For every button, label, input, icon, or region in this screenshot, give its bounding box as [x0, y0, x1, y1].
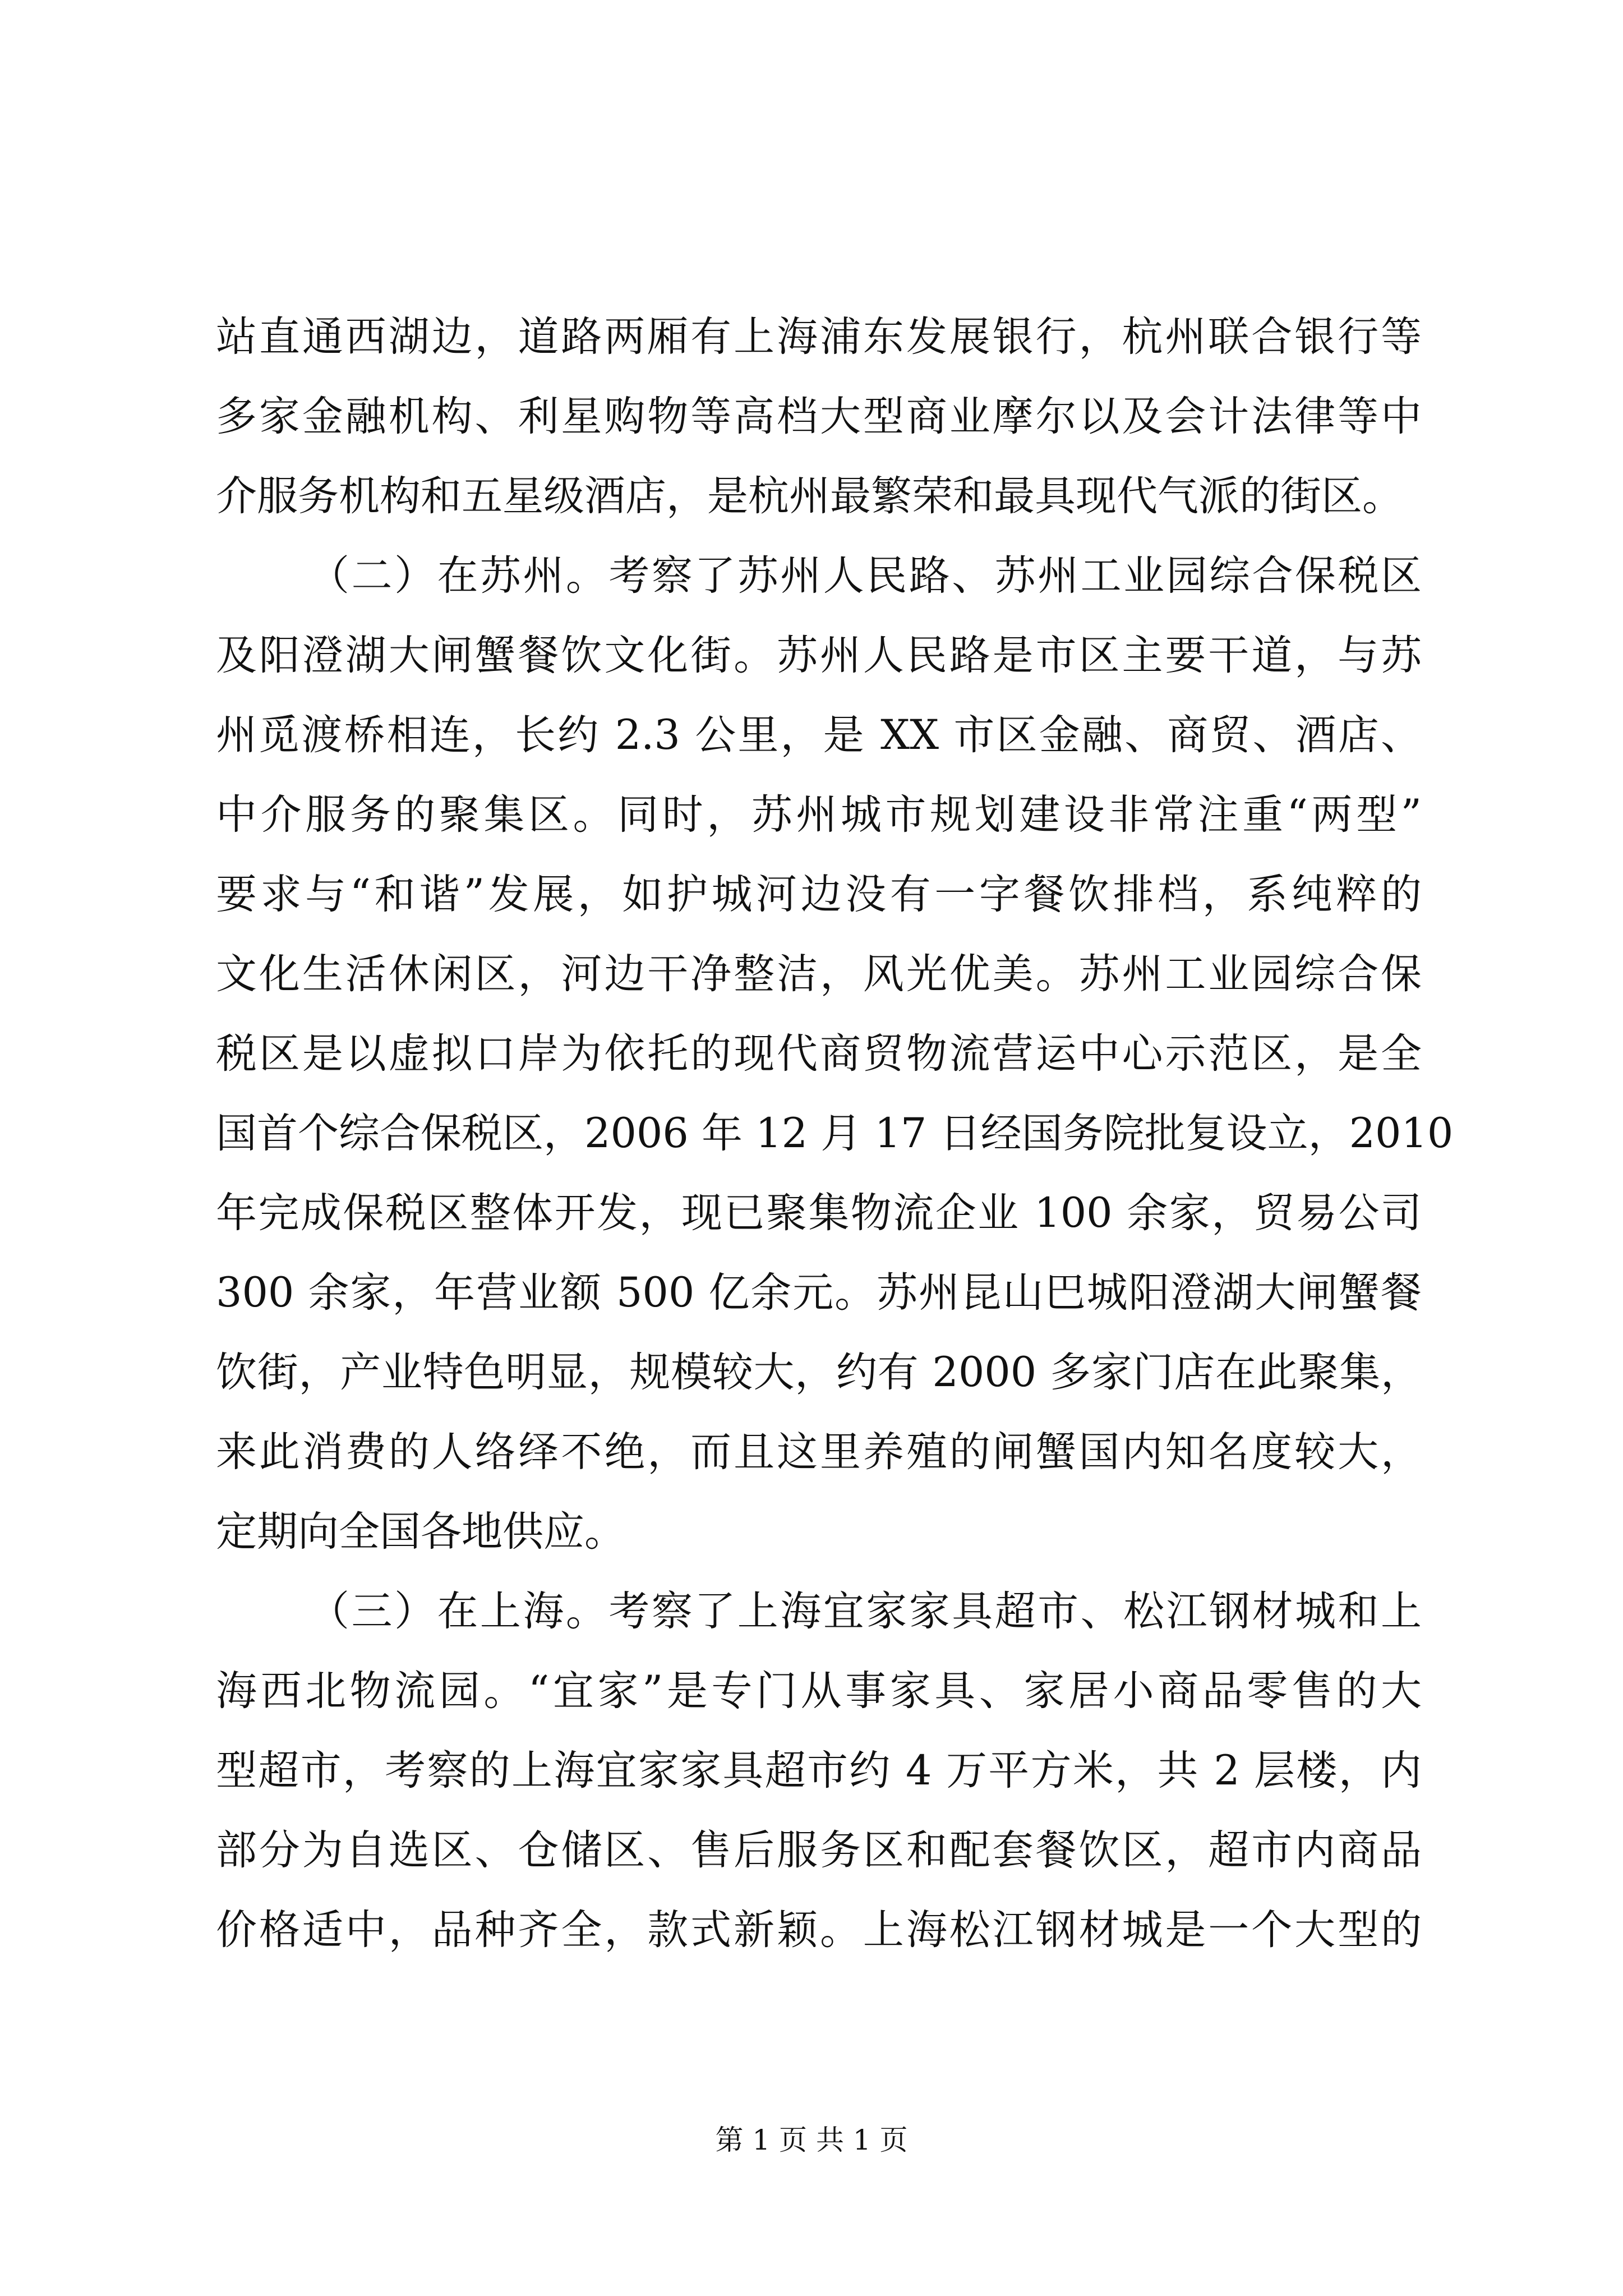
text-line: 文化生活休闲区，河边干净整洁，风光优美。苏州工业园综合保 [216, 950, 1422, 998]
text-line: 型超市，考察的上海宜家家具超市约 4 万平方米，共 2 层楼，内 [216, 1747, 1422, 1795]
paragraph-heading-shanghai: （三）在上海。考察了上海宜家家具超市、松江钢材城和上 [308, 1588, 1422, 1635]
text-line: 定期向全国各地供应。 [216, 1508, 625, 1556]
text-line: 站直通西湖边，道路两厢有上海浦东发展银行，杭州联合银行等 [216, 313, 1422, 361]
text-line: 年完成保税区整体开发，现已聚集物流企业 100 余家，贸易公司 [216, 1189, 1422, 1237]
text-line: 300 余家，年营业额 500 亿余元。苏州昆山巴城阳澄湖大闸蟹餐 [216, 1269, 1422, 1317]
page-footer [0, 2120, 1623, 2160]
body-text [216, 297, 1454, 1970]
text-line: 税区是以虚拟口岸为依托的现代商贸物流营运中心示范区，是全 [216, 1030, 1422, 1078]
paragraph-heading-suzhou: （二）在苏州。考察了苏州人民路、苏州工业园综合保税区 [308, 552, 1422, 600]
text-line: 州觅渡桥相连，长约 2.3 公里，是 XX 市区金融、商贸、酒店、 [216, 711, 1422, 759]
text-line: 海西北物流园。“宜家”是专门从事家具、家居小商品零售的大 [216, 1667, 1422, 1715]
text-line: 来此消费的人络绎不绝，而且这里养殖的闸蟹国内知名度较大， [216, 1428, 1422, 1476]
text-line: 介服务机构和五星级酒店，是杭州最繁荣和最具现代气派的街区。 [216, 472, 1403, 520]
text-line: 中介服务的聚集区。同时，苏州城市规划建设非常注重“两型” [216, 791, 1422, 839]
text-line: 部分为自选区、仓储区、售后服务区和配套餐饮区，超市内商品 [216, 1826, 1422, 1874]
text-line: 多家金融机构、利星购物等高档大型商业摩尔以及会计法律等中 [216, 393, 1422, 440]
text-line: 要求与“和谐”发展，如护城河边没有一字餐饮排档，系纯粹的 [216, 871, 1422, 918]
text-line: 及阳澄湖大闸蟹餐饮文化街。苏州人民路是市区主要干道，与苏 [216, 632, 1422, 679]
text-line: 饮街，产业特色明显，规模较大，约有 2000 多家门店在此聚集， [216, 1349, 1422, 1396]
page-number-label: 第 1 页 共 1 页 [715, 2124, 908, 2156]
text-line: 国首个综合保税区，2006 年 12 月 17 日经国务院批复设立，2010 [216, 1110, 1454, 1157]
text-line: 价格适中，品种齐全，款式新颖。上海松江钢材城是一个大型的 [216, 1906, 1422, 1954]
